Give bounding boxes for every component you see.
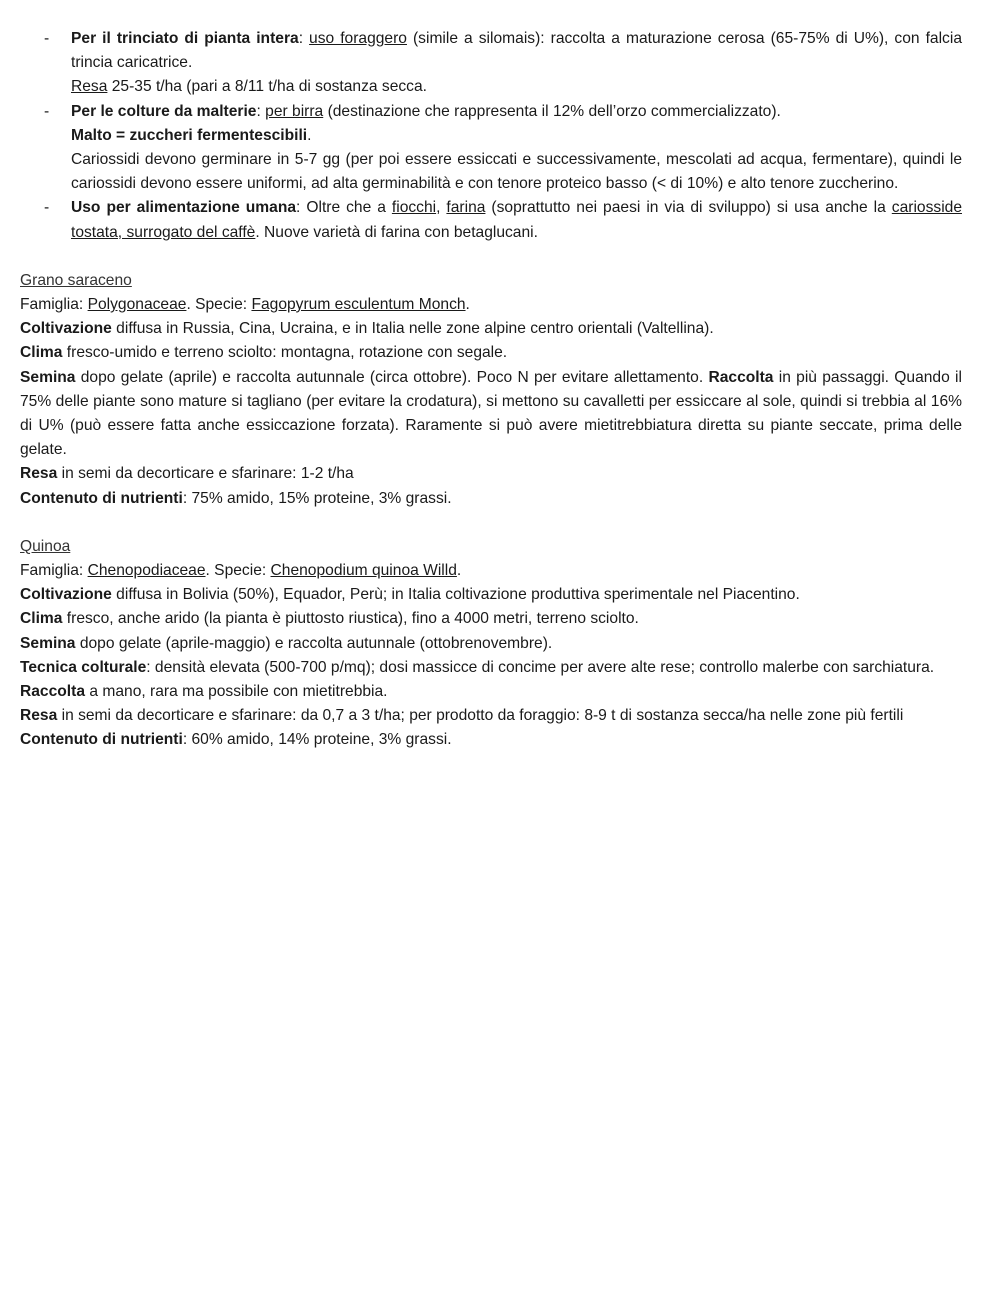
orzo-uses-list xyxy=(20,27,962,245)
list-item-trinciato: - Per il trinciato di pianta intera: uso foraggero (simile a silomais): raccolta a maturazione cerosa (65-75% di U%), con falcia trincia caricatrice. Resa 25-35 t/ha (pari a 8/11 t/ha di sostanza secca. xyxy=(20,27,962,100)
famiglia-line: Famiglia: Polygonaceae. Specie: Fagopyrum esculentum Monch. xyxy=(20,296,470,314)
bullet-dash: - xyxy=(44,199,50,217)
malterie-title: Per le colture da malterie xyxy=(71,102,257,120)
nutrienti-line: Contenuto di nutrienti: 75% amido, 15% proteine, 3% grassi. xyxy=(20,489,452,507)
clima-line: Clima fresco-umido e terreno sciolto: montagna, rotazione con segale. xyxy=(20,344,508,362)
raccolta-line: Raccolta a mano, rara ma possibile con mietitrebbia. xyxy=(20,683,388,701)
bullet-dash: - xyxy=(44,30,50,47)
section-heading: Quinoa xyxy=(20,537,71,555)
semina-paragraph: Semina dopo gelate (aprile) e raccolta autunnale (circa ottobre). Poco N per evitare allettamento. Raccolta in più passaggi. Quando il 75% delle piante sono mature si tagliano (per evitare la crodatura), si mettono su cavalletti per essiccare al sole, quindi si trebbia al 16% di U% (può essere fatta anche essiccazione forzata). Raramente si può avere mietitrebbiatura diretta su piante seccate, prima delle gelate. xyxy=(20,368,962,459)
list-item-alimentazione-umana: - Uso per alimentazione umana: Oltre che a fiocchi, farina (soprattutto nei paesi in via di sviluppo) si usa anche la cariosside tostata, surrogato del caffè. Nuove varietà di farina con betaglucani. xyxy=(20,196,962,244)
list-item-malterie: - Per le colture da malterie: per birra (destinazione che rappresenta il 12% dell’orzo commercializzato). Malto = zuccheri fermentescibili. Cariossidi devono germinare in 5-7 gg (per poi essere essiccati e successivamente, mescolati ad acqua, fermentare), quindi le cariossidi devono essere uniformi, ad alta germinabilità e con tenore proteico basso (< di 10%) e alto tenore zuccherino. xyxy=(20,100,962,197)
trinciato-resa: Resa 25-35 t/ha (pari a 8/11 t/ha di sostanza secca. xyxy=(71,78,427,96)
per-birra-text: per birra xyxy=(265,102,324,120)
semina-line: Semina dopo gelate (aprile-maggio) e raccolta autunnale (ottobrenovembre). xyxy=(20,634,553,652)
section-quinoa xyxy=(20,535,962,753)
uso-foraggero-text: uso foraggero xyxy=(309,30,407,47)
umana-title: Uso per alimentazione umana xyxy=(71,199,297,217)
cariossidi-paragraph: Cariossidi devono germinare in 5-7 gg (per poi essere essiccati e successivamente, mescolati ad acqua, fermentare), quindi le cariossidi devono essere uniformi, ad alta germinabilità e con tenore proteico basso (< di 10%) e alto tenore zuccherino. xyxy=(71,151,962,193)
section-heading: Grano saraceno xyxy=(20,271,132,289)
bullet-dash: - xyxy=(44,102,50,120)
section-grano-saraceno xyxy=(20,269,962,511)
nutrienti-line: Contenuto di nutrienti: 60% amido, 14% proteine, 3% grassi. xyxy=(20,731,452,749)
malto-line: Malto = zuccheri fermentescibili. xyxy=(71,126,312,144)
coltivazione-line: Coltivazione diffusa in Russia, Cina, Ucraina, e in Italia nelle zone alpine centro orientali (Valtellina). xyxy=(20,320,714,338)
famiglia-line: Famiglia: Chenopodiaceae. Specie: Chenopodium quinoa Willd. xyxy=(20,562,462,580)
clima-line: Clima fresco, anche arido (la pianta è piuttosto riustica), fino a 4000 metri, terreno sciolto. xyxy=(20,610,639,628)
resa-paragraph: Resa in semi da decorticare e sfarinare: da 0,7 a 3 t/ha; per prodotto da foraggio: 8-9 t di sostanza secca/ha nelle zone più fertili xyxy=(20,707,904,725)
resa-line: Resa in semi da decorticare e sfarinare: 1-2 t/ha xyxy=(20,465,354,483)
coltivazione-line: Coltivazione diffusa in Bolivia (50%), Equador, Perù; in Italia coltivazione produttiva sperimentale nel Piacentino. xyxy=(20,586,800,604)
trinciato-title: Per il trinciato di pianta intera xyxy=(71,30,299,47)
tecnica-paragraph: Tecnica colturale: densità elevata (500-700 p/mq); dosi massicce di concime per avere alte rese; controllo malerbe con sarchiatura. xyxy=(20,658,935,676)
